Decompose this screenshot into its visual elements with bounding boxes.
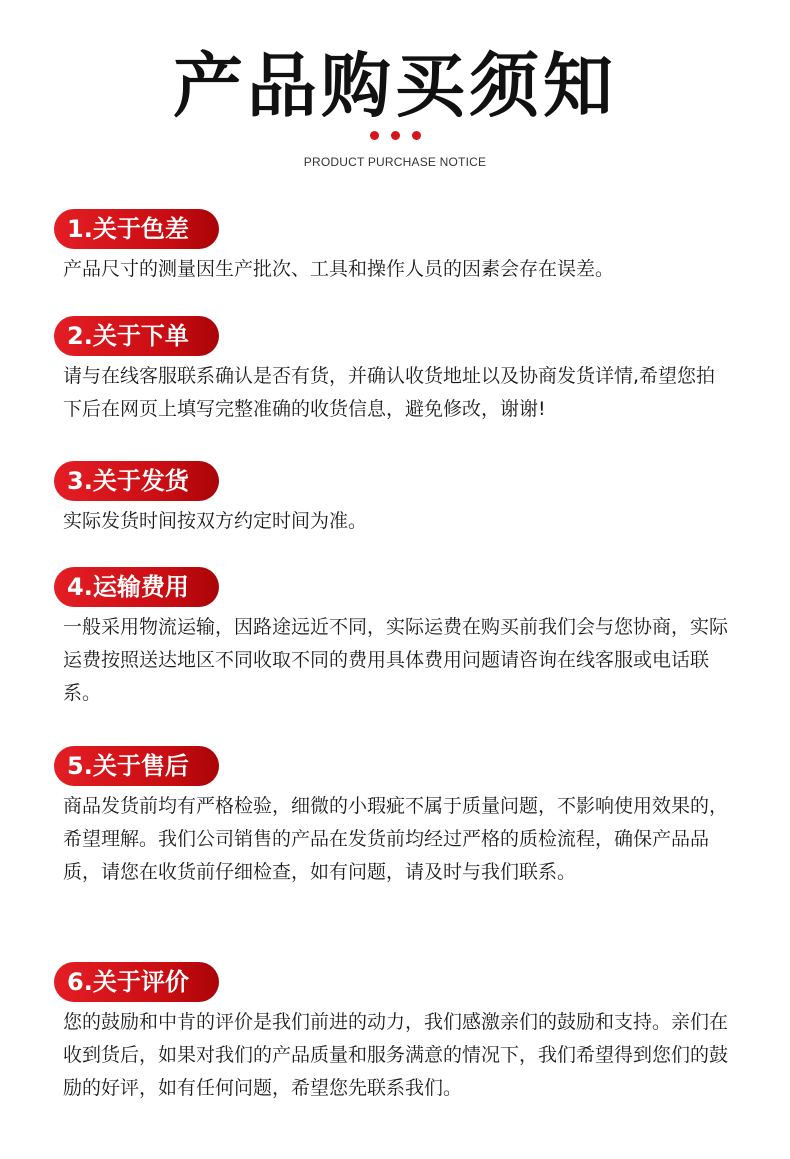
- section-text: 一般采用物流运输，因路途远近不同，实际运费在购买前我们会与您协商，实际运费按照送达地区不同收取不同的费用具体费用问题请咨询在线客服或电话联系。: [63, 616, 729, 704]
- section-tag: 3.关于发货: [54, 461, 219, 501]
- notice-section-after-sales: [54, 746, 744, 889]
- section-text: 您的鼓励和中肯的评价是我们前进的动力，我们感激亲们的鼓励和支持。亲们在收到货后，如果对我们的产品质量和服务满意的情况下，我们希望得到您们的鼓励的好评，如有任何问题，希望您先联系我们。: [63, 1011, 729, 1099]
- notice-section-ordering: [54, 316, 744, 426]
- section-text: 商品发货前均有严格检验，细微的小瑕疵不属于质量问题，不影响使用效果的，希望理解。我们公司销售的产品在发货前均经过严格的质检流程，确保产品品质，请您在收货前仔细检查，如有问题，请及时与我们联系。: [63, 795, 729, 883]
- section-text: 请与在线客服联系确认是否有货，并确认收货地址以及协商发货详情,希望您拍下后在网页上填写完整准确的收货信息，避免修改，谢谢!: [63, 365, 716, 420]
- dot-icon: [391, 131, 400, 140]
- page-subtitle: PRODUCT PURCHASE NOTICE: [303, 155, 487, 169]
- notice-section-freight: [54, 567, 744, 710]
- notice-section-color-difference: [54, 209, 744, 286]
- dot-icon: [370, 131, 379, 140]
- decorative-dots: [0, 131, 790, 140]
- section-tag: 6.关于评价: [54, 962, 219, 1002]
- section-text: 实际发货时间按双方约定时间为准。: [63, 510, 368, 532]
- section-tag: 5.关于售后: [54, 746, 219, 786]
- section-tag: 2.关于下单: [54, 316, 219, 356]
- page-title: 产品购买须知: [173, 45, 617, 127]
- section-text: 产品尺寸的测量因生产批次、工具和操作人员的因素会存在误差。: [63, 258, 615, 280]
- section-tag: 4.运输费用: [54, 567, 219, 607]
- dot-icon: [412, 131, 421, 140]
- section-tag: 1.关于色差: [54, 209, 219, 249]
- notice-section-shipping: [54, 461, 744, 538]
- notice-section-reviews: [54, 962, 744, 1105]
